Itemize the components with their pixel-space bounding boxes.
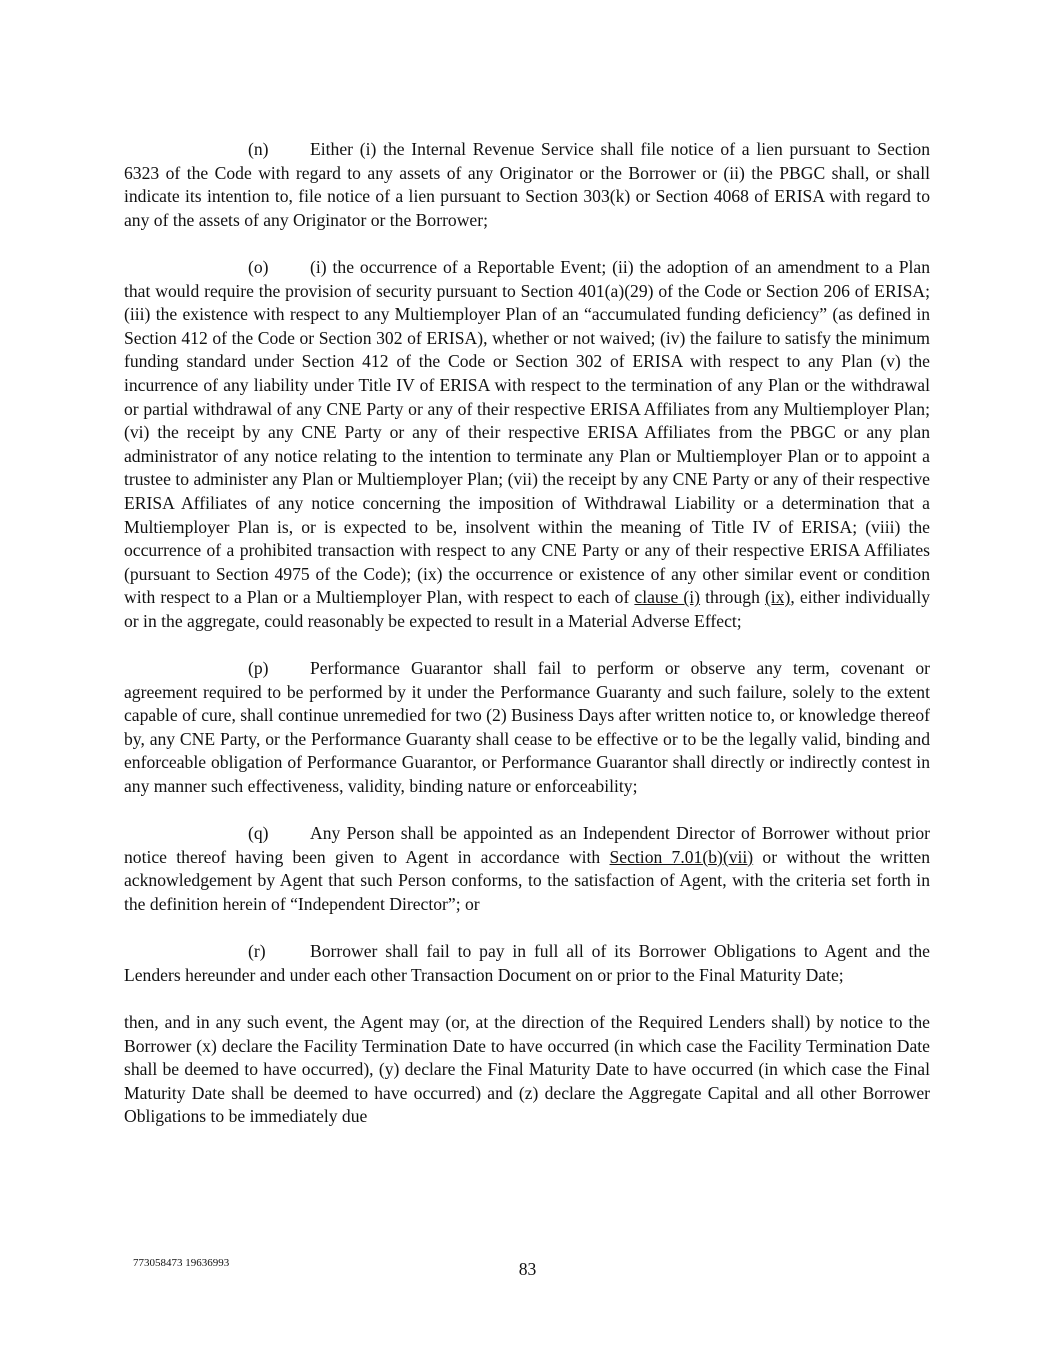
- paragraph-marker-q: (q): [248, 823, 269, 844]
- paragraph-r-text: Borrower shall fail to pay in full all of its Borrower Obligations to Agent and the Lenders hereunder and under each other Transaction Document on or prior to the Final Maturity Date;: [124, 941, 930, 985]
- paragraph-marker-p: (p): [248, 658, 269, 679]
- paragraph-marker-o: (o): [248, 256, 269, 277]
- document-body: [124, 138, 930, 1153]
- paragraph-q: [124, 822, 930, 916]
- page-number: 83: [518, 1259, 537, 1279]
- paragraph-n-text: Either (i) the Internal Revenue Service shall file notice of a lien pursuant to Section 6323 of the Code with regard to any assets of any Originator or the Borrower or (ii) the PBGC shall, or shall indicate its intention to, file notice of a lien pursuant to Section 303(k) or Section 4068 of ERISA with regard to any of the assets of any Originator or the Borrower;: [124, 139, 930, 230]
- clause-ix-reference: (ix): [764, 587, 791, 608]
- section-7-01-b-vii-reference: Section 7.01(b)(vii): [609, 846, 754, 867]
- footer-document-id: 773058473 19636993: [133, 1257, 230, 1269]
- paragraph-marker-n: (n): [248, 139, 269, 159]
- clause-i-reference: clause (i): [634, 587, 701, 608]
- closing-paragraph: [124, 1011, 930, 1129]
- paragraph-r: [124, 940, 930, 987]
- paragraph-o-text-3: , either individually or in the aggregate, could reasonably be expected to result in a Material Adverse Effect;: [124, 587, 931, 631]
- paragraph-o-text-1: (i) the occurrence of a Reportable Event; (ii) the adoption of an amendment to a Plan that would require the provision of security pursuant to Section 401(a)(29) of the Code or Section 206 of ERISA; (iii) the existence with respect to any Multiemployer Plan of an “accumulated funding deficiency” (as defined in Section 412 of the Code or Section 302 of ERISA), whether or not waived; (iv) the failure to satisfy the minimum funding standard under Section 412 of the Code or Section 302 of ERISA with respect to any Plan (v) the incurrence of any liability under Title IV of ERISA with respect to the termination of any Plan or the withdrawal or partial withdrawal of any CNE Party or any of their respective ERISA Affiliates from any Multiemployer Plan; (vi) the receipt by any CNE Party or any of their respective ERISA Affiliates from the PBGC or any plan administrator of any notice relating to the intention to terminate any Plan or Multiemployer Plan or to appoint a trustee to administer any Plan or Multiemployer Plan; (vii) the receipt by any CNE Party or any of their respective ERISA Affiliates of any notice concerning the imposition of Withdrawal Liability or a determination that a Multiemployer Plan is, or is expected to be, insolvent within the meaning of Title IV of ERISA; (viii) the occurrence of a prohibited transaction with respect to any CNE Party or any of their respective ERISA Affiliates (pursuant to Section 4975 of the Code); (ix) the occurrence or existence of any other similar event or condition with respect to a Plan or a Multiemployer Plan, with respect to each of: [124, 256, 930, 608]
- paragraph-q-text-2: or without the written acknowledgement by Agent that such Person conforms, to the satisfaction of Agent, with the criteria set forth in the definition herein of “Independent Director”; or: [124, 846, 930, 914]
- paragraph-p: [124, 657, 930, 799]
- paragraph-marker-r: (r): [248, 941, 266, 962]
- paragraph-n: [124, 138, 930, 232]
- paragraph-q-text-1: Any Person shall be appointed as an Independent Director of Borrower without prior notice thereof having been given to Agent in accordance with: [124, 823, 930, 867]
- paragraph-o-text-2: through: [700, 587, 765, 608]
- paragraph-o: [124, 256, 930, 634]
- paragraph-p-text: Performance Guarantor shall fail to perform or observe any term, covenant or agreement required to be performed by it under the Performance Guaranty and such failure, solely to the extent capable of cure, shall continue unremedied for two (2) Business Days after written notice to, or knowledge thereof by, any CNE Party, or the Performance Guaranty shall cease to be effective or to be the legally valid, binding and enforceable obligation of Performance Guarantor, or Performance Guarantor shall directly or indirectly contest in any manner such effectiveness, validity, binding nature or enforceability;: [124, 658, 930, 797]
- closing-paragraph-text: then, and in any such event, the Agent may (or, at the direction of the Required Lenders shall) by notice to the Borrower (x) declare the Facility Termination Date to have occurred (in which case the Facility Termination Date shall be deemed to have occurred), (y) declare the Final Maturity Date to have occurred (in which case the Final Maturity Date shall be deemed to have occurred) and (z) declare the Aggregate Capital and all other Borrower Obligations to be immediately due: [124, 1011, 930, 1127]
